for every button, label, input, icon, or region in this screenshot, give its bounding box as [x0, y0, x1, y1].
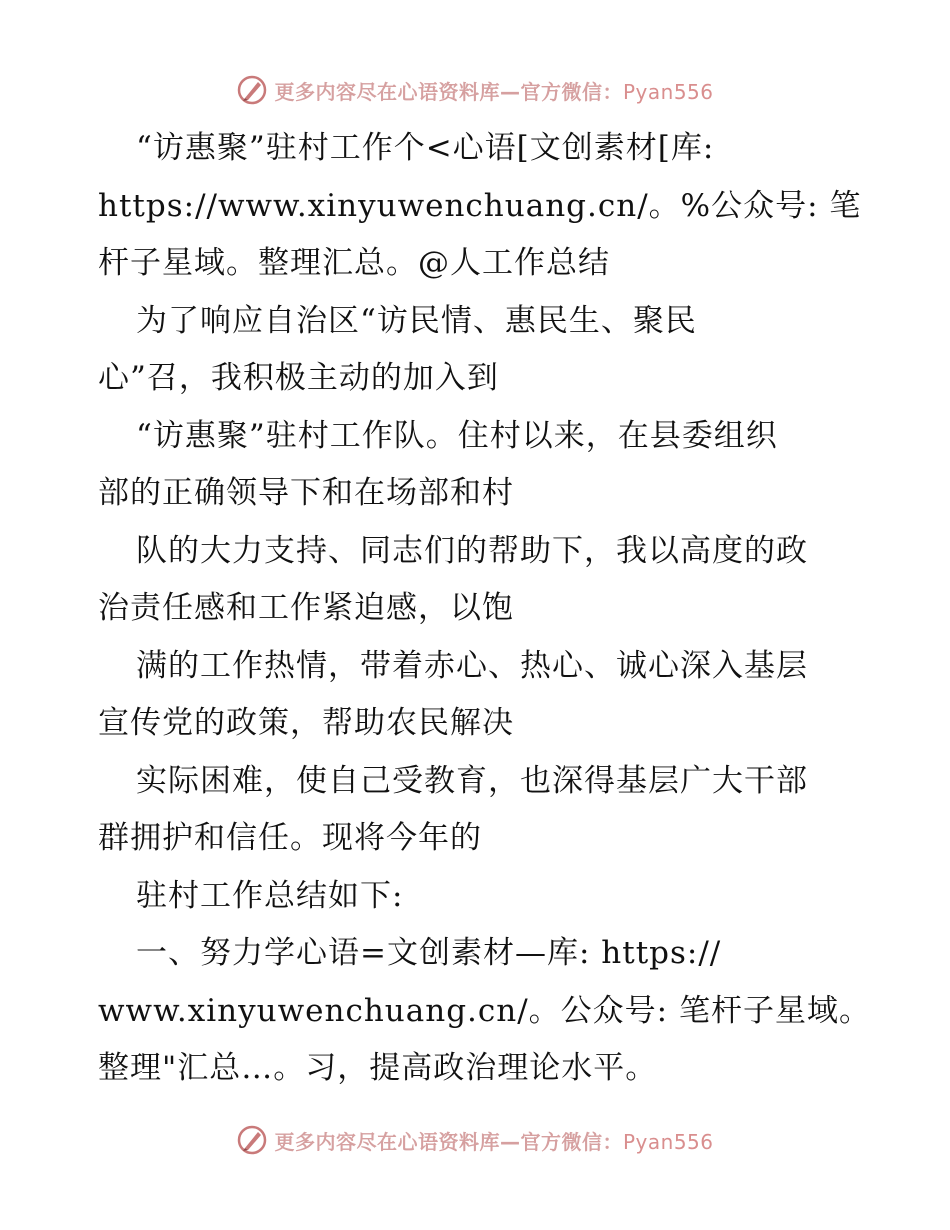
text-line: 驻村工作总结如下:	[136, 877, 404, 914]
text-line: www.xinyuwenchuang.cn/。公众号: 笔杆子星域。	[98, 992, 871, 1029]
watermark-wechat-label: 官方微信：	[520, 79, 623, 104]
text-line: 杆子星域。整理汇总。@人工作总结	[98, 245, 610, 281]
text-line: 治责任感和工作紧迫感，以饱	[98, 590, 514, 626]
watermark-banner-top	[0, 70, 950, 110]
watermark-main-text: 更多内容尽在心语资料库	[274, 1129, 500, 1154]
text-line: 部的正确领导下和在场部和村	[98, 475, 514, 511]
watermark-separator: —	[499, 1129, 521, 1154]
text-line: “访惠聚”驻村工作个<心语[文创素材[库:	[136, 130, 715, 166]
text-line: 满的工作热情，带着赤心、热心、诚心深入基层	[136, 647, 808, 684]
watermark-banner-bottom	[0, 1120, 950, 1160]
watermark-text	[274, 76, 713, 105]
text-line: 队的大力支持、同志们的帮助下，我以高度的政	[136, 532, 808, 569]
text-line: 心”召，我积极主动的加入到	[98, 360, 499, 396]
text-line: 宣传党的政策，帮助农民解决	[98, 705, 514, 741]
watermark-text	[274, 1126, 713, 1155]
document-body	[98, 120, 871, 1098]
text-line: 实际困难，使自己受教育，也深得基层广大干部	[136, 762, 808, 799]
text-line: 整理"汇总…。习，提高政治理论水平。	[98, 1050, 658, 1086]
quill-pen-logo-icon	[236, 74, 268, 106]
text-line: 为了响应自治区“访民情、惠民生、聚民	[136, 302, 697, 339]
text-line: “访惠聚”驻村工作队。住村以来，在县委组织	[136, 417, 778, 454]
watermark-main-text: 更多内容尽在心语资料库	[274, 79, 500, 104]
text-line: 群拥护和信任。现将今年的	[98, 820, 482, 856]
quill-pen-logo-icon	[236, 1124, 268, 1156]
watermark-wechat-id: Pyan556	[622, 1129, 714, 1154]
text-line: https://www.xinyuwenchuang.cn/。%公众号: 笔	[98, 187, 862, 224]
watermark-wechat-label: 官方微信：	[520, 1129, 623, 1154]
text-line: 一、努力学心语=文创素材—库: https://	[136, 935, 722, 971]
watermark-wechat-id: Pyan556	[622, 79, 714, 104]
watermark-separator: —	[499, 79, 521, 104]
